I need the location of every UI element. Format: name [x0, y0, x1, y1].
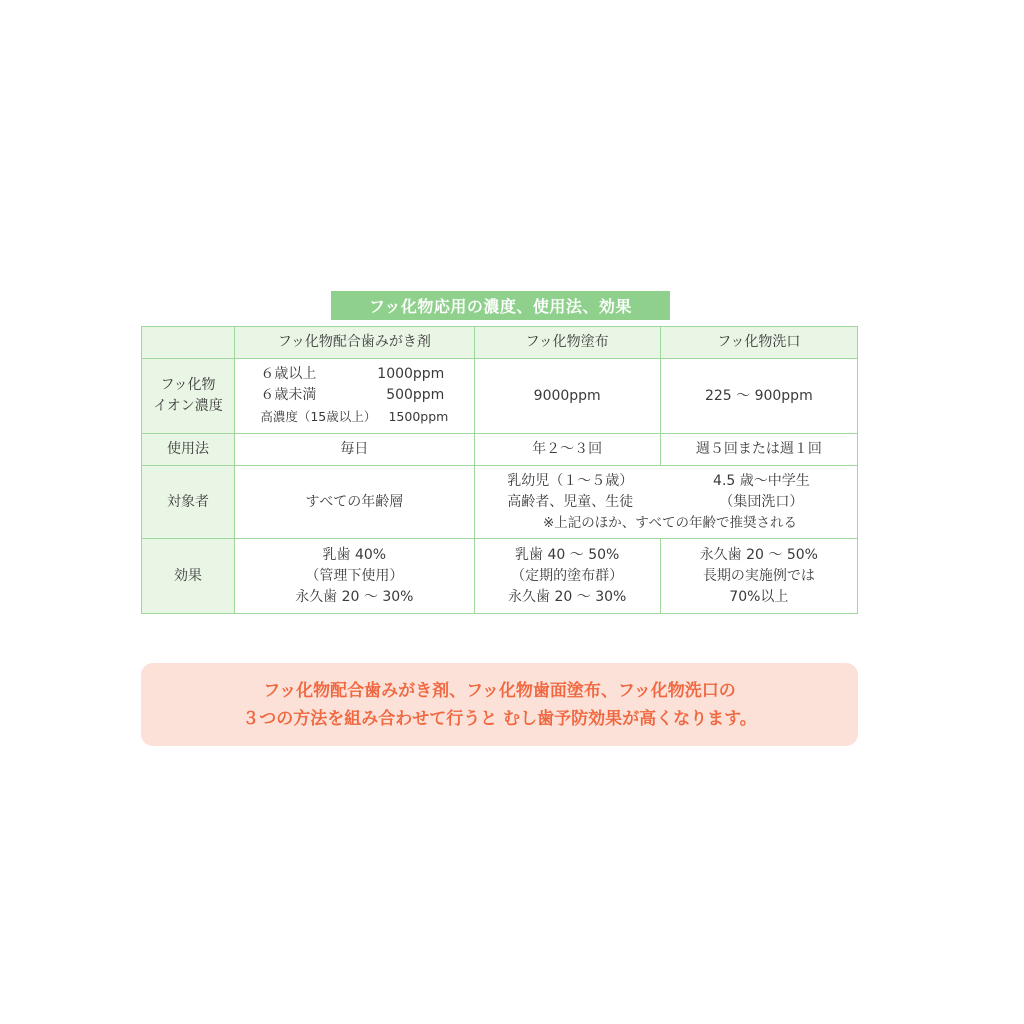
cell-mouthwash-usage: 週５回または週１回	[660, 434, 857, 466]
callout-line: ３つの方法を組み合わせて行うと むし歯予防効果が高くなります。	[242, 708, 757, 729]
header-corner	[142, 327, 235, 359]
table-header-row	[142, 327, 858, 359]
cell-application-effect	[474, 539, 660, 614]
effect-line: 永久歯 20 ～ 50%	[699, 546, 818, 563]
header-mouthwash: フッ化物洗口	[660, 327, 857, 359]
effect-line: （定期的塗布群）	[511, 567, 624, 584]
effect-line: （管理下使用）	[305, 567, 404, 584]
callout-line: フッ化物配合歯みがき剤、フッ化物歯面塗布、フッ化物洗口の	[263, 680, 736, 701]
row-label-target: 対象者	[142, 466, 235, 539]
concentration-entry	[260, 364, 444, 385]
cell-application-concentration: 9000ppm	[474, 359, 660, 434]
table-row-target	[142, 466, 858, 539]
cell-toothpaste-concentration	[235, 359, 475, 434]
cell-mouthwash-effect	[660, 539, 857, 614]
fluoride-usage-table	[141, 326, 858, 614]
target-line: 4.5 歳～中学生	[713, 472, 810, 489]
header-application: フッ化物塗布	[474, 327, 660, 359]
target-note: ※上記のほか、すべての年齢で推奨される	[542, 514, 797, 531]
cell-mouthwash-concentration: 225 ～ 900ppm	[660, 359, 857, 434]
concentration-entry	[260, 406, 448, 427]
cell-application-mouthwash-target	[474, 466, 857, 539]
row-label-effect: 効果	[142, 539, 235, 614]
application-target	[475, 471, 666, 513]
effect-line: 長期の実施例では	[702, 567, 815, 584]
effect-line: 乳歯 40%	[322, 546, 387, 563]
row-label-line: フッ化物	[160, 377, 216, 393]
effect-line: 永久歯 20 ～ 30%	[295, 588, 414, 605]
concentration-value: 1500ppm	[388, 409, 449, 424]
mouthwash-target	[666, 471, 857, 513]
effect-line: 永久歯 20 ～ 30%	[508, 588, 627, 605]
table-row-effect	[142, 539, 858, 614]
table-title: フッ化物応用の濃度、使用法、効果	[331, 291, 670, 320]
concentration-value: 1000ppm	[377, 366, 445, 382]
cell-toothpaste-usage: 毎日	[235, 434, 475, 466]
target-line: （集団洗口）	[719, 493, 804, 510]
concentration-value: 500ppm	[386, 387, 445, 403]
cell-toothpaste-effect	[235, 539, 475, 614]
table-row-usage	[142, 434, 858, 466]
header-toothpaste: フッ化物配合歯みがき剤	[235, 327, 475, 359]
target-line: 高齢者、児童、生徒	[507, 493, 634, 510]
effect-line: 70%以上	[729, 588, 789, 605]
concentration-entry	[260, 385, 444, 406]
effect-line: 乳歯 40 ～ 50%	[515, 546, 620, 563]
cell-toothpaste-target: すべての年齢層	[235, 466, 475, 539]
row-label-concentration	[142, 359, 235, 434]
row-label-usage: 使用法	[142, 434, 235, 466]
cell-application-usage: 年２～３回	[474, 434, 660, 466]
concentration-age: 高濃度（15歳以上）	[260, 409, 377, 424]
target-line: 乳幼児（１～５歳）	[507, 472, 634, 489]
table-row-concentration	[142, 359, 858, 434]
concentration-age: ６歳未満	[260, 387, 317, 403]
row-label-line: イオン濃度	[153, 398, 223, 414]
concentration-age: ６歳以上	[260, 366, 317, 382]
summary-callout	[141, 663, 858, 746]
